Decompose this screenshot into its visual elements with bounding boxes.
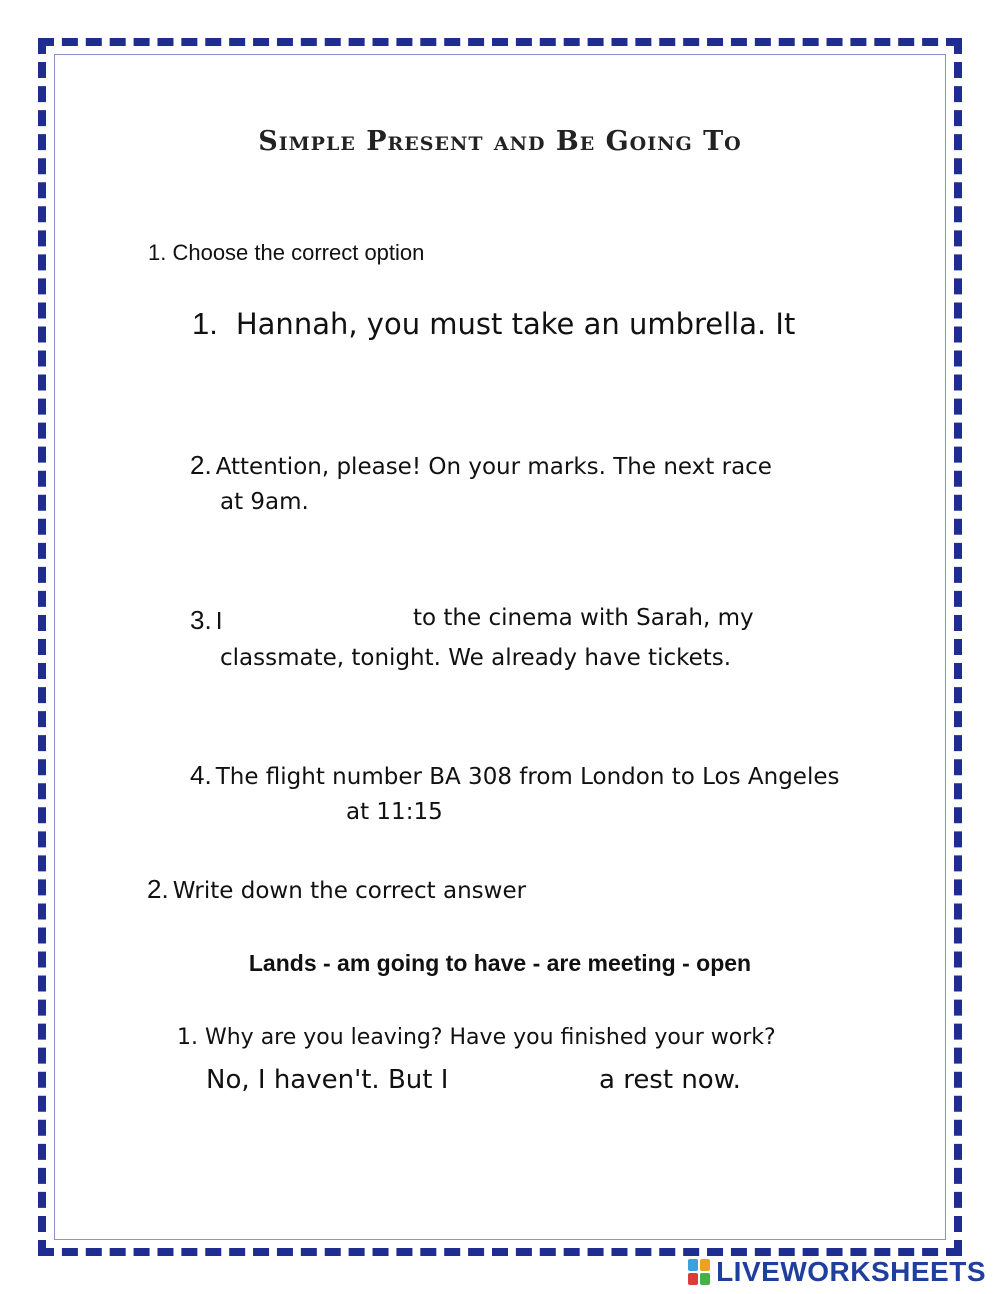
question-number: 1. [192,306,218,341]
question-2-line-2: at 9am. [220,489,309,515]
question-3-text-after-blank: to the cinema with Sarah, my [413,605,754,631]
question-number: 3. [190,605,212,635]
question-text: Hannah, you must take an umbrella. It [235,307,796,341]
question-number: 4. [190,760,212,790]
question-1 [192,306,795,342]
exercise-1-answer-start: No, I haven't. But I [206,1065,449,1095]
question-3-line-2: classmate, tonight. We already have tickets. [220,645,732,671]
question-text: I [215,609,223,635]
liveworksheets-logo [688,1256,986,1288]
question-number: 2. [190,450,212,480]
question-text: The flight number BA 308 from London to Los Angeles [215,764,840,790]
section-number: 2. [147,874,169,904]
word-bank: Lands - am going to have - are meeting - open [248,950,752,976]
question-2 [190,450,772,481]
question-4-line-2: at 11:15 [346,799,443,825]
liveworksheets-icon [688,1259,710,1285]
exercise-1-answer-end: a rest now. [599,1065,741,1095]
section-label: Write down the correct answer [172,878,527,904]
exercise-1-question: 1. Why are you leaving? Have you finished your work? [177,1025,776,1050]
section-2-heading [147,874,526,905]
question-text: Attention, please! On your marks. The next race [215,454,772,480]
worksheet-title: Simple Present and Be Going To [258,126,742,157]
brand-name: LIVEWORKSHEETS [716,1256,986,1287]
question-4 [190,760,839,791]
section-1-heading: 1. Choose the correct option [148,240,425,265]
question-3 [190,605,222,636]
